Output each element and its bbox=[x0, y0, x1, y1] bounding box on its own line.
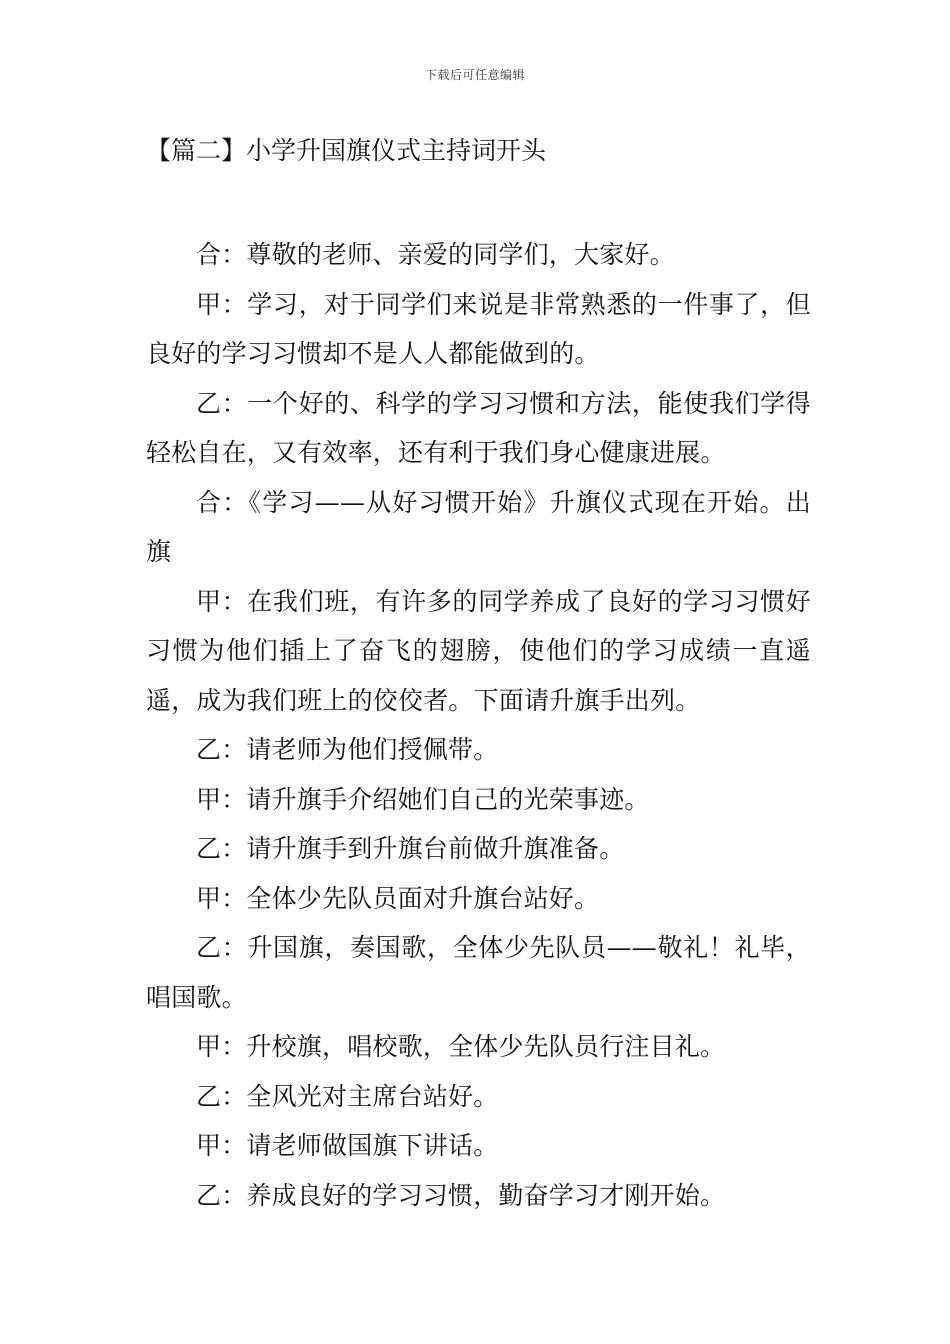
paragraph: 甲：在我们班，有许多的同学养成了良好的学习习惯好习惯为他们插上了奋飞的翅膀，使他们的学习成绩一直遥遥，成为我们班上的佼佼者。下面请升旗手出列。 bbox=[146, 586, 811, 715]
paragraph: 乙：请升旗手到升旗台前做升旗准备。 bbox=[196, 834, 625, 863]
paragraph: 乙：升国旗，奏国歌，全体少先队员——敬礼！礼毕，唱国歌。 bbox=[146, 933, 811, 1012]
paragraph: 合：《学习——从好习惯开始》升旗仪式现在开始。出旗 bbox=[146, 487, 811, 566]
document-body bbox=[146, 230, 811, 1220]
header-note: 下载后可任意编辑 bbox=[424, 68, 525, 82]
paragraph: 乙：请老师为他们授佩带。 bbox=[196, 735, 499, 764]
paragraph: 乙：一个好的、科学的学习习惯和方法，能使我们学得轻松自在，又有效率，还有利于我们身心健康进展。 bbox=[146, 388, 811, 467]
paragraph: 甲：请老师做国旗下讲话。 bbox=[196, 1131, 499, 1160]
paragraph: 甲：请升旗手介绍她们自己的光荣事迹。 bbox=[196, 784, 650, 814]
paragraph: 合：尊敬的老师、亲爱的同学们，大家好。 bbox=[196, 240, 675, 269]
paragraph: 乙：全风光对主席台站好。 bbox=[196, 1081, 499, 1111]
paragraph: 甲：全体少先队员面对升旗台站好。 bbox=[196, 883, 600, 913]
paragraph: 乙：养成良好的学习习惯，勤奋学习才刚开始。 bbox=[196, 1180, 726, 1210]
paragraph: 甲：学习，对于同学们来说是非常熟悉的一件事了，但良好的学习习惯却不是人人都能做到的。 bbox=[146, 289, 811, 368]
paragraph: 甲：升校旗，唱校歌，全体少先队员行注目礼。 bbox=[196, 1032, 726, 1061]
document-title: 【篇二】小学升国旗仪式主持词开头 bbox=[146, 136, 547, 165]
